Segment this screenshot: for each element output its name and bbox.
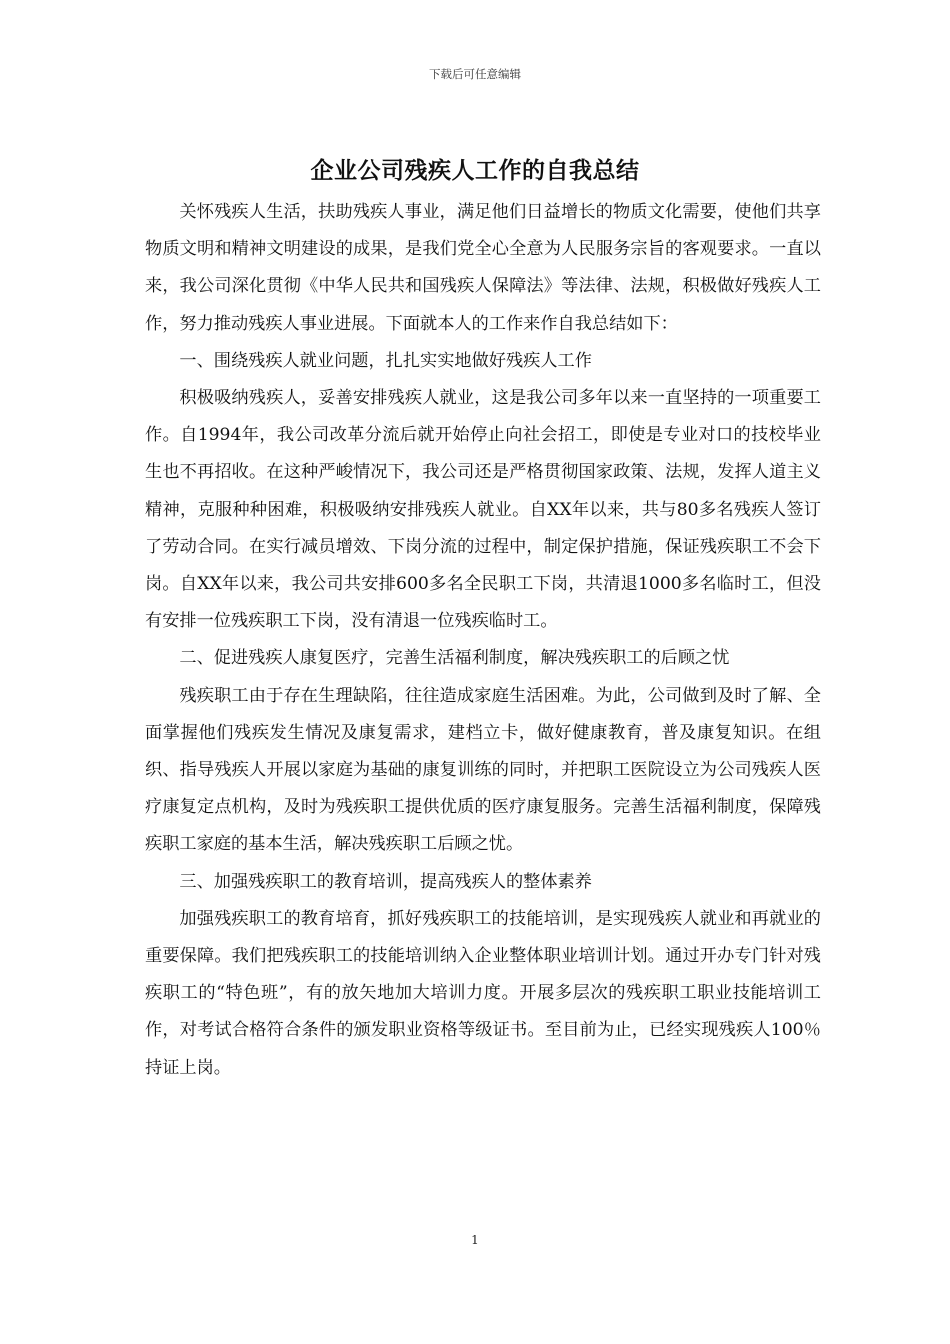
document-title: 企业公司残疾人工作的自我总结 — [310, 157, 640, 184]
page-header: 下载后可任意编辑 — [429, 67, 521, 81]
document-body — [145, 194, 821, 1087]
section-heading-1: 一、围绕残疾人就业问题，扎扎实实地做好残疾人工作 — [179, 350, 592, 371]
paragraph-intro: 关怀残疾人生活，扶助残疾人事业，满足他们日益增长的物质文化需要，使他们共享物质文明和精神文明建设的成果，是我们党全心全意为人民服务宗旨的客观要求。一直以来，我公司深化贯彻《中华人民共和国残疾人保障法》等法律、法规，积极做好残疾人工作，努力推动残疾人事业进展。下面就本人的工作来作自我总结如下： — [145, 202, 821, 334]
paragraph-section-1: 积极吸纳残疾人，妥善安排残疾人就业，这是我公司多年以来一直坚持的一项重要工作。自1994年，我公司改革分流后就开始停止向社会招工，即使是专业对口的技校毕业生也不再招收。在这种严峻情况下，我公司还是严格贯彻国家政策、法规，发挥人道主义精神，克服种种困难，积极吸纳安排残疾人就业。自XX年以来，共与80多名残疾人签订了劳动合同。在实行减员增效、下岗分流的过程中，制定保护措施，保证残疾职工不会下岗。自XX年以来，我公司共安排600多名全民职工下岗，共清退1000多名临时工，但没有安排一位残疾职工下岗，没有清退一位残疾临时工。 — [145, 388, 821, 632]
section-heading-2: 二、促进残疾人康复医疗，完善生活福利制度，解决残疾职工的后顾之忧 — [179, 648, 730, 669]
paragraph-section-3: 加强残疾职工的教育培育，抓好残疾职工的技能培训，是实现残疾人就业和再就业的重要保障。我们把残疾职工的技能培训纳入企业整体职业培训计划。通过开办专门针对残疾职工的“特色班”，有的放矢地加大培训力度。开展多层次的残疾职工职业技能培训工作，对考试合格符合条件的颁发职业资格等级证书。至目前为止，已经实现残疾人100％持证上岗。 — [145, 908, 821, 1078]
paragraph-section-2: 残疾职工由于存在生理缺陷，往往造成家庭生活困难。为此，公司做到及时了解、全面掌握他们残疾发生情况及康复需求，建档立卡，做好健康教育，普及康复知识。在组织、指导残疾人开展以家庭为基础的康复训练的同时，并把职工医院设立为公司残疾人医疗康复定点机构，及时为残疾职工提供优质的医疗康复服务。完善生活福利制度，保障残疾职工家庭的基本生活，解决残疾职工后顾之忧。 — [145, 685, 821, 855]
section-heading-3: 三、加强残疾职工的教育培训，提高残疾人的整体素养 — [179, 871, 592, 892]
page-number: 1 — [471, 1233, 479, 1247]
